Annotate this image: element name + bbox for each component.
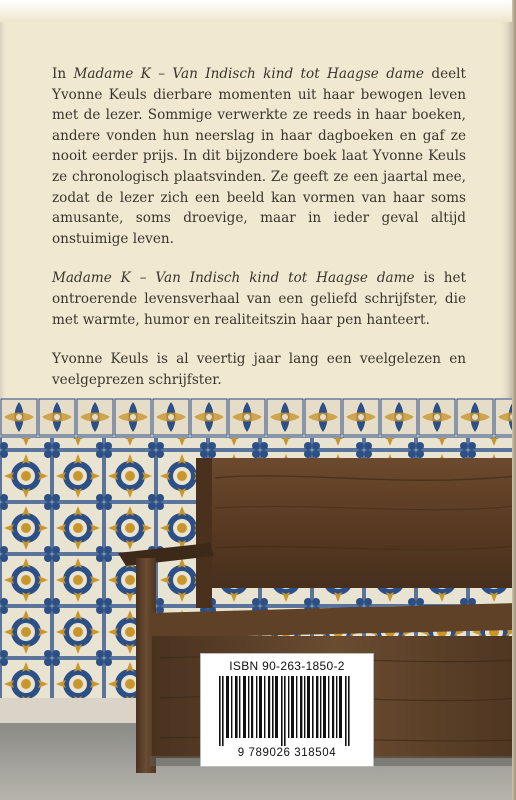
blurb-paragraph-1 (52, 64, 466, 249)
barcode-label (200, 653, 374, 767)
book-title-italic-2: Madame K – Van Indisch kind tot Haagse dame (52, 270, 415, 287)
barcode-bars (211, 676, 363, 746)
blurb-text (52, 64, 466, 449)
blurb-p1-lead: In (52, 66, 74, 82)
blurb-paragraph-3: Yvonne Keuls is al veertig jaar lang een veelgelezen en veelgeprezen schrijfster. (52, 351, 466, 388)
book-title-italic: Madame K – Van Indisch kind tot Haagse dame (73, 66, 424, 82)
blurb-p2-body: is het ontroerende levensverhaal van een geliefd schrijfster, die met warmte, humor en realiteitszin haar pen hanteert. (52, 270, 466, 328)
blurb-p1-body: deelt Yvonne Keuls dierbare momenten uit haar bewogen leven met de lezer. Sommige verwerkte ze reeds in haar boeken, andere vonden hun neerslag in haar dagboeken en gaf ze nooit eerder prijs. In dit bijzondere boek laat Yvonne Keuls ze chronologisch plaatsvinden. Ze geeft ze een jaartal mee, zodat de lezer zich een beeld kan vormen van haar soms amusante, soms droevige, maar in ieder geval altijd onstuimige leven. (52, 66, 466, 247)
ean-digits: 9 789026 318504 (237, 747, 337, 759)
cover-right-edge (512, 0, 516, 800)
blurb-paragraph-2 (52, 268, 466, 330)
cover-top-edge (0, 0, 516, 22)
isbn-number: ISBN 90-263-1850-2 (229, 659, 345, 673)
